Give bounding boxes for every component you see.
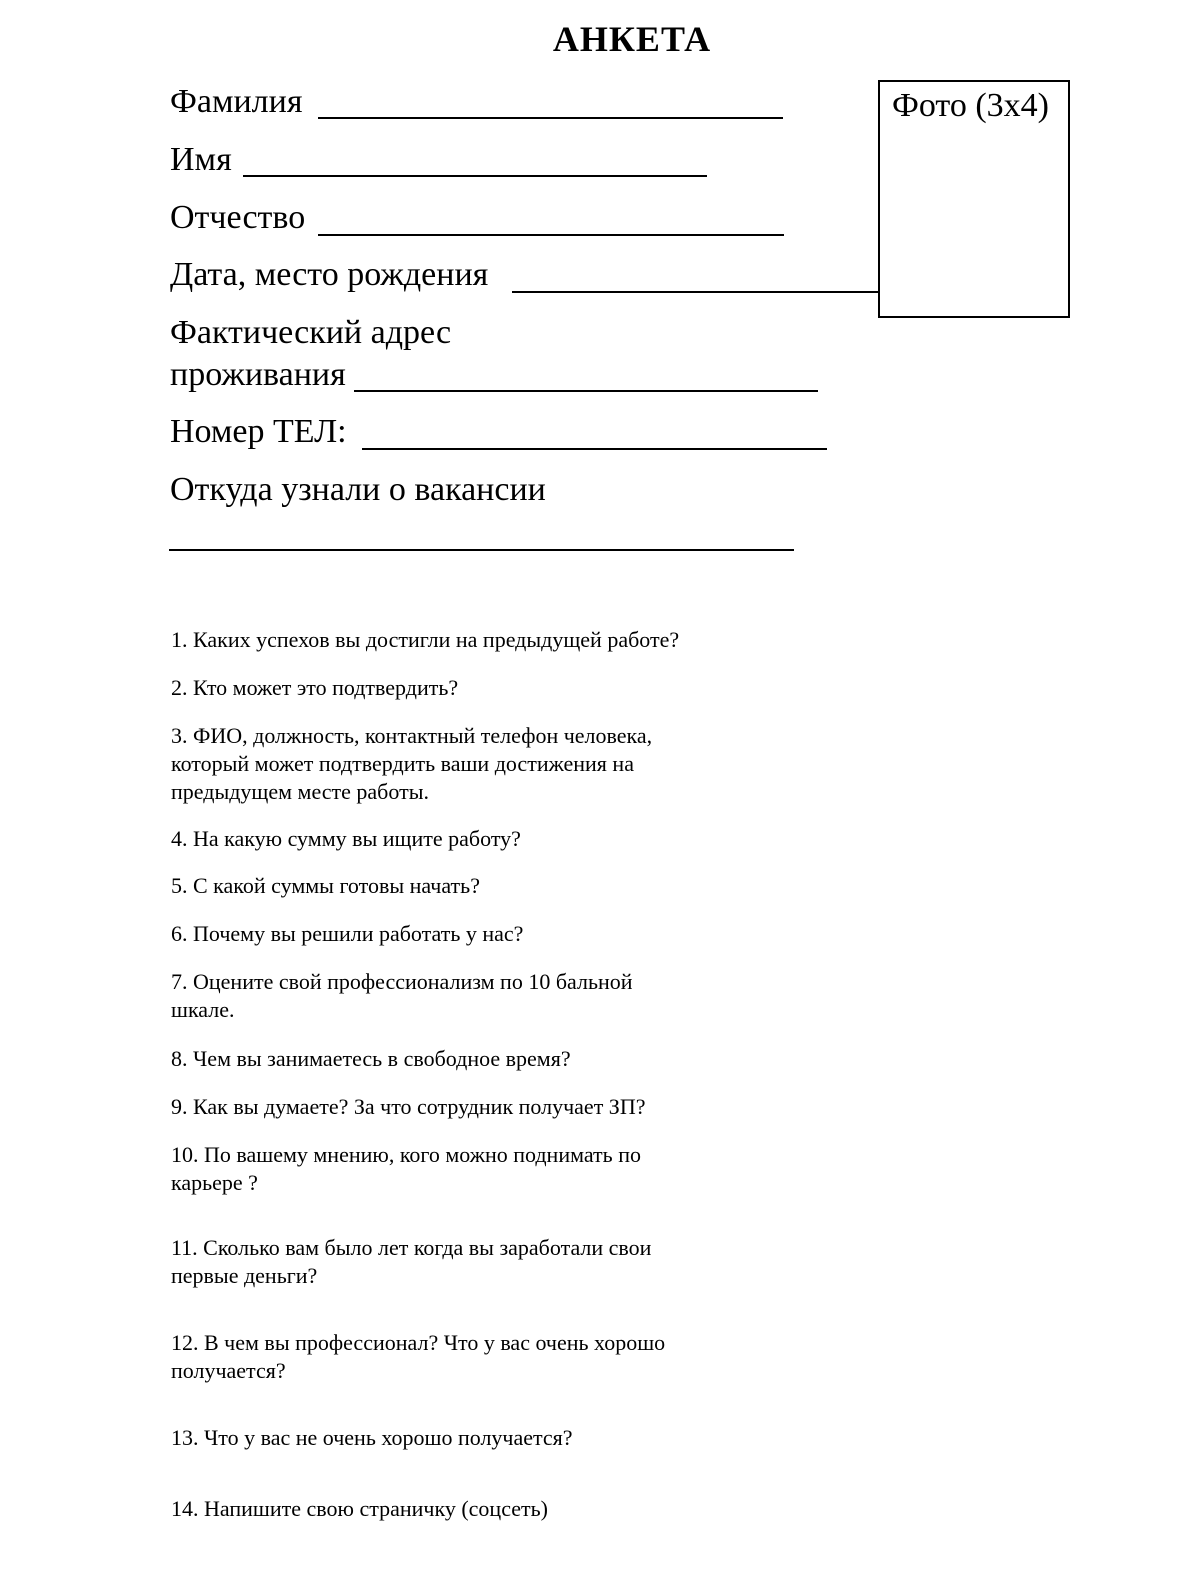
surname-field[interactable] (318, 117, 783, 119)
question-5: 5. С какой суммы готовы начать? (171, 873, 480, 898)
photo-label: Фото (3х4) (892, 87, 1049, 124)
question-14: 14. Напишите свою страничку (соцсеть) (171, 1496, 548, 1521)
name-label: Имя (170, 141, 232, 178)
address-label-line1: Фактический адрес (170, 314, 452, 351)
question-1: 1. Каких успехов вы достигли на предыдущей работе? (171, 627, 680, 652)
question-6: 6. Почему вы решили работать у нас? (171, 921, 524, 946)
question-4: 4. На какую сумму вы ищите работу? (171, 826, 521, 851)
patronymic-label: Отчество (170, 199, 306, 236)
address-field[interactable] (354, 390, 818, 392)
question-2: 2. Кто может это подтвердить? (171, 675, 459, 700)
question-9: 9. Как вы думаете? За что сотрудник получает ЗП? (171, 1094, 646, 1119)
question-11: 11. Сколько вам было лет когда вы заработали свои первые деньги? (171, 1235, 652, 1288)
question-10: 10. По вашему мнению, кого можно поднимать по карьере ? (171, 1142, 641, 1195)
source-field[interactable] (169, 549, 794, 551)
birth-label: Дата, место рождения (170, 256, 489, 293)
address-label-line2: проживания (170, 356, 346, 393)
surname-label: Фамилия (170, 83, 303, 120)
question-7: 7. Оцените свой профессионализм по 10 бальной шкале. (171, 969, 633, 1022)
question-12: 12. В чем вы профессионал? Что у вас очень хорошо получается? (171, 1330, 666, 1383)
question-8: 8. Чем вы занимаетесь в свободное время? (171, 1046, 571, 1071)
phone-field[interactable] (362, 448, 827, 450)
form-title: АНКЕТА (552, 19, 712, 59)
birth-field[interactable] (512, 291, 878, 293)
question-3: 3. ФИО, должность, контактный телефон человека, который может подтвердить ваши достижения на предыдущем месте работы. (171, 723, 653, 804)
photo-placeholder (878, 80, 1070, 318)
name-field[interactable] (243, 175, 707, 177)
question-13: 13. Что у вас не очень хорошо получается? (171, 1425, 573, 1450)
patronymic-field[interactable] (318, 234, 784, 236)
phone-label: Номер ТЕЛ: (170, 413, 347, 450)
source-label: Откуда узнали о вакансии (170, 471, 546, 508)
